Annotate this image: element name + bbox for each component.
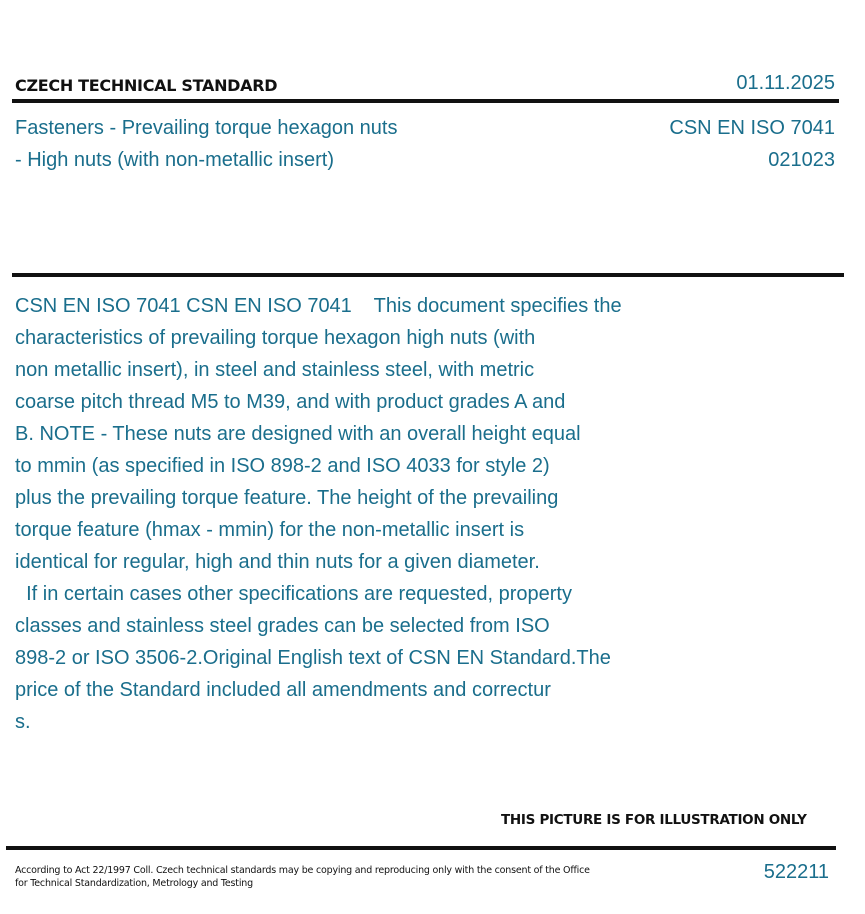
document-category-label: CZECH TECHNICAL STANDARD [15,76,278,95]
abstract-line: price of the Standard included all amendments and correctur [15,679,551,701]
product-code: 522211 [763,861,829,883]
standard-title-line-1: Fasteners - Prevailing torque hexagon nuts [15,117,398,139]
copyright-notice-line-2: for Technical Standardization, Metrology and Testing [15,878,253,889]
abstract-line: 898-2 or ISO 3506-2.Original English text of CSN EN Standard.The [15,647,611,669]
copyright-notice-line-1: According to Act 22/1997 Coll. Czech technical standards may be copying and reproducing only with the consent of the Office [15,865,590,876]
abstract-line: characteristics of prevailing torque hexagon high nuts (with [15,327,536,349]
header-divider [12,99,839,103]
abstract-line: coarse pitch thread M5 to M39, and with product grades A and [15,391,566,413]
standard-number: CSN EN ISO 7041 [669,117,835,139]
title-divider [12,273,844,277]
illustration-disclaimer: THIS PICTURE IS FOR ILLUSTRATION ONLY [501,812,807,828]
abstract-line: s. [15,711,31,733]
issue-date: 01.11.2025 [736,72,835,94]
abstract-line: to mmin (as specified in ISO 898-2 and ISO 4033 for style 2) [15,455,550,477]
standard-title-line-2: - High nuts (with non-metallic insert) [15,149,334,171]
standard-abstract [15,290,695,738]
abstract-line: If in certain cases other specifications are requested, property [15,583,572,605]
abstract-line: B. NOTE - These nuts are designed with an overall height equal [15,423,581,445]
abstract-line: CSN EN ISO 7041 CSN EN ISO 7041 This document specifies the [15,295,622,317]
abstract-line: plus the prevailing torque feature. The height of the prevailing [15,487,559,509]
copyright-notice [15,864,605,890]
abstract-line: torque feature (hmax - mmin) for the non-metallic insert is [15,519,525,541]
abstract-line: non metallic insert), in steel and stainless steel, with metric [15,359,535,381]
abstract-line: identical for regular, high and thin nuts for a given diameter. [15,551,540,573]
standard-classification: 021023 [768,149,835,171]
footer-divider [6,846,836,850]
abstract-line: classes and stainless steel grades can be selected from ISO [15,615,550,637]
